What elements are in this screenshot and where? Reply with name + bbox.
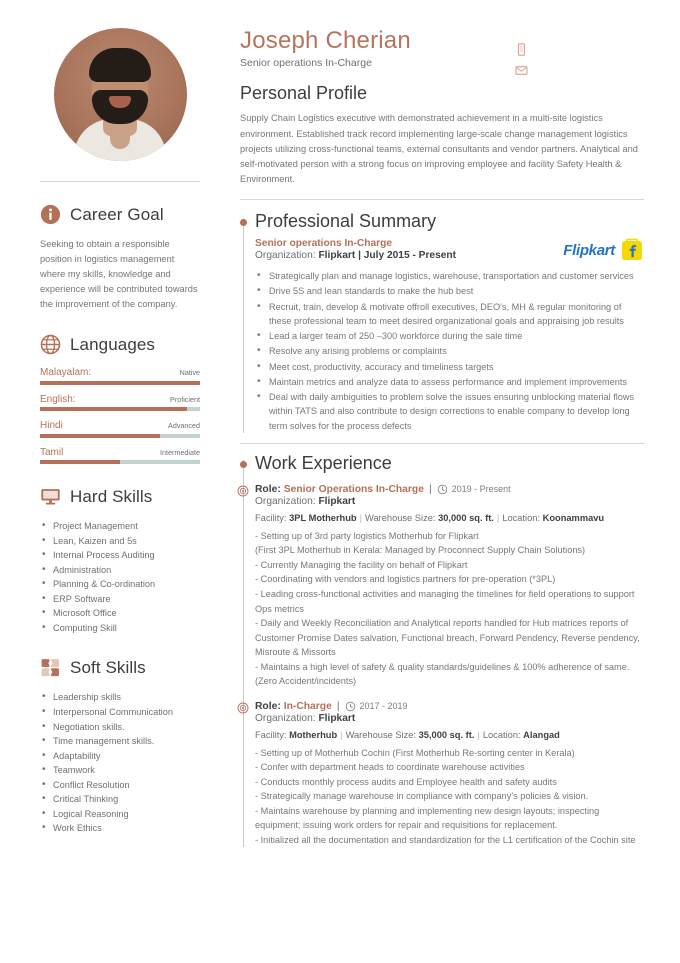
list-item: • Logical Reasoning [40, 807, 200, 822]
list-item: • Time management skills. [40, 734, 200, 749]
language-name: Hindi [40, 420, 63, 432]
role-org-label: Organization: [255, 712, 316, 724]
role-detail-line: - Strategically manage warehouse in compliance with company's policies & vision. [255, 791, 589, 802]
profile-photo-wrap [0, 28, 240, 161]
language-progress-fill [40, 460, 120, 464]
location-label: Location: [482, 729, 521, 740]
target-icon [237, 702, 249, 714]
email-icon[interactable] [515, 64, 528, 77]
role-detail-line: - Coordinating with vendors and logistics partners for pre-operation (*3PL) [255, 574, 556, 585]
role-block [255, 701, 644, 848]
role-date: 2017 - 2019 [359, 701, 408, 712]
role-facility [255, 513, 644, 523]
main-content [240, 0, 680, 963]
summary-divider [240, 443, 644, 444]
sidebar-divider [40, 181, 200, 182]
language-name: Malayalam: [40, 367, 92, 379]
role-header [255, 701, 644, 712]
list-item: • Recruit, train, develop & motivate offroll executives, DEO's, MH & regular monitoring of these professional team to meet desired organizational goals and appraising job results [255, 300, 644, 329]
section-soft-skills [0, 657, 240, 835]
hard-skills-title: Hard Skills [70, 486, 153, 506]
facility-separator: | [359, 512, 363, 523]
role-separator: | [336, 700, 340, 712]
list-item: • Computing Skill [40, 621, 200, 636]
info-icon [40, 204, 61, 225]
facility-value: Motherhub [289, 729, 338, 740]
language-progress-track [40, 460, 200, 464]
professional-summary-timeline [240, 212, 644, 433]
location-value: Alangad [523, 729, 560, 740]
role-organization [255, 713, 644, 724]
career-goal-text: Seeking to obtain a responsible position in logistics management where my skills, knowledge and experience will be contributed towards the improvement of the company. [40, 239, 198, 310]
role-detail-line: (First 3PL Motherhub in Kerala: Managed by Proconnect Supply Chain Solutions) [255, 545, 586, 556]
flipkart-wordmark: Flipkart [563, 241, 615, 259]
section-career-goal [0, 204, 240, 312]
languages-list [40, 367, 200, 464]
globe-icon [40, 334, 61, 355]
phone-icon[interactable] [515, 43, 528, 56]
role-name: In-Charge [283, 700, 332, 712]
list-item: • Planning & Co-ordination [40, 577, 200, 592]
role-detail-line: - Leading cross-functional activities and managing the timelines for field operations to support Ops metrics [255, 588, 635, 614]
list-item: • Interpersonal Communication [40, 705, 200, 720]
language-name: English: [40, 393, 76, 405]
role-name: Senior Operations In-Charge [283, 483, 424, 495]
location-label: Location: [502, 512, 541, 523]
professional-summary-title: Professional Summary [255, 211, 437, 232]
list-item: • Critical Thinking [40, 792, 200, 807]
list-item: • Meet cost, productivity, accuracy and timeliness targets [255, 360, 644, 374]
career-goal-title: Career Goal [70, 204, 164, 224]
list-item: • ERP Software [40, 592, 200, 607]
hard-skills-list [40, 519, 200, 635]
role-label: Role: [255, 483, 281, 495]
career-goal-header [40, 204, 200, 225]
list-item: • Adaptability [40, 749, 200, 764]
list-item: • Strategically plan and manage logistics, warehouse, transportation and customer services [255, 269, 644, 283]
role-org-value: Flipkart [318, 712, 356, 724]
soft-skills-list [40, 690, 200, 835]
facility-label: Facility: [255, 512, 287, 523]
role-detail-line: - Maintains a high level of safety & quality standards/guidelines & 100% adherence of same. (Zero Accident/incidents) [255, 661, 630, 687]
role-header [255, 484, 644, 495]
language-progress-fill [40, 434, 160, 438]
warehouse-separator: | [477, 729, 480, 740]
language-row [40, 420, 200, 438]
roles-container [255, 484, 644, 848]
sidebar [0, 0, 240, 963]
avatar [54, 28, 187, 161]
list-item: • Resolve any arising problems or complaints [255, 344, 644, 358]
role-org-label: Organization: [255, 495, 316, 507]
section-languages [0, 334, 240, 464]
facility-separator: | [340, 729, 343, 740]
warehouse-value: 35,000 sq. ft. [418, 729, 475, 740]
profile-divider [240, 199, 644, 200]
role-detail-line: - Setting up of 3rd party logistics Motherhub for Flipkart [255, 530, 479, 541]
timeline-dot [240, 461, 247, 468]
role-block [255, 484, 644, 689]
role-details [255, 529, 644, 689]
role-facility [255, 730, 644, 740]
role-detail-line: - Conducts monthly process audits and Employee health and safety audits [255, 776, 557, 787]
summary-job-title: Senior operations In-Charge [255, 238, 392, 250]
list-item: • Deal with daily ambiguities to problem solve the issues ensuring unblocking material flows within TATS and also contribute to design corrections to enable company to develop long term solves for the process defects [255, 390, 644, 433]
list-item: • Leadership skills [40, 690, 200, 705]
list-item: • Administration [40, 563, 200, 578]
warehouse-label: Warehouse Size: [365, 512, 436, 523]
monitor-icon [40, 486, 61, 507]
list-item: • Drive 5S and lean standards to make the hub best [255, 284, 644, 298]
language-name: Tamil [40, 446, 64, 458]
language-level: Intermediate [160, 447, 200, 457]
hard-skills-header [40, 486, 200, 507]
flipkart-logo [563, 238, 644, 262]
timeline-dot [240, 219, 247, 226]
language-row [40, 447, 200, 465]
language-progress-track [40, 381, 200, 385]
summary-org-value: Flipkart | July 2015 - Present [318, 250, 457, 262]
clock-icon [437, 484, 448, 495]
list-item: • Maintain metrics and analyze data to assess performance and implement improvements [255, 375, 644, 389]
summary-org-label: Organization: [255, 250, 316, 262]
list-item: • Project Management [40, 519, 200, 534]
role-separator: | [428, 483, 432, 495]
page-title: Joseph Cherian [240, 27, 411, 54]
list-item: • Work Ethics [40, 821, 200, 836]
clock-icon [345, 701, 356, 712]
list-item: • Negotiation skills. [40, 720, 200, 735]
languages-title: Languages [70, 334, 156, 354]
flipkart-bag-icon [620, 238, 644, 262]
role-detail-line: - Maintains warehouse by planning and implementing new design layouts; inspecting equipment; issuing work orders for repair and requisitions for replacement. [255, 805, 600, 831]
language-progress-track [40, 434, 200, 438]
list-item: • Microsoft Office [40, 606, 200, 621]
header-subtitle: Senior operations In-Charge [240, 57, 372, 70]
summary-duties-list [255, 269, 644, 433]
facility-value: 3PL Motherhub [289, 512, 357, 523]
language-row [40, 394, 200, 412]
location-value: Koonammavu [542, 512, 605, 523]
role-detail-line: - Setting up of Motherhub Cochin (First Motherhub Re-sorting center in Kerala) [255, 747, 575, 758]
contact-icons [515, 43, 528, 77]
section-hard-skills [0, 486, 240, 635]
language-progress-track [40, 407, 200, 411]
soft-skills-header [40, 657, 200, 678]
puzzle-icon [40, 657, 61, 678]
language-level: Proficient [170, 394, 200, 404]
role-details [255, 746, 644, 848]
work-experience-title: Work Experience [255, 452, 392, 473]
role-org-value: Flipkart [318, 495, 356, 507]
language-level: Native [179, 368, 200, 378]
role-detail-line: - Daily and Weekly Reconciliation and Analytical reports handled for Hub matrices reports of Customer Promise Dates salvation, Functional breach, Forward Pendency, Reverse pendency, Misroute & Missorts [255, 618, 640, 658]
work-experience-timeline [240, 454, 644, 848]
role-label: Role: [255, 700, 281, 712]
role-organization [255, 496, 644, 507]
list-item: • Lean, Kaizen and 5s [40, 534, 200, 549]
languages-header [40, 334, 200, 355]
personal-profile-title: Personal Profile [240, 83, 368, 104]
list-item: • Conflict Resolution [40, 778, 200, 793]
warehouse-separator: | [496, 512, 500, 523]
language-level: Advanced [168, 421, 200, 431]
personal-profile-text: Supply Chain Logistics executive with demonstrated achievement in a multi-site logistics environment. Established track record implementing large-scale change management logistics projects utilizing cross-functional teams, external consultants and vendor partners. Analytical and self-motivated person with a strong focus on improving employee and facility Safety Health & Environment. [240, 113, 638, 184]
warehouse-value: 30,000 sq. ft. [438, 512, 494, 523]
role-detail-line: - Confer with department heads to coordinate warehouse activities [255, 762, 525, 773]
soft-skills-title: Soft Skills [70, 657, 146, 677]
list-item: • Lead a larger team of 250 –300 workforce during the sale time [255, 329, 644, 343]
role-date: 2019 - Present [451, 484, 511, 495]
warehouse-label: Warehouse Size: [345, 729, 417, 740]
facility-label: Facility: [255, 729, 287, 740]
list-item: • Teamwork [40, 763, 200, 778]
language-progress-fill [40, 381, 200, 385]
language-row [40, 367, 200, 385]
target-icon [237, 485, 249, 497]
role-detail-line: - Initialized all the documentation and standardization for the L1 certification of the Cochin site [255, 834, 636, 845]
role-detail-line: - Currently Managing the facility on behalf of Flipkart [255, 559, 468, 570]
list-item: • Internal Process Auditing [40, 548, 200, 563]
language-progress-fill [40, 407, 187, 411]
